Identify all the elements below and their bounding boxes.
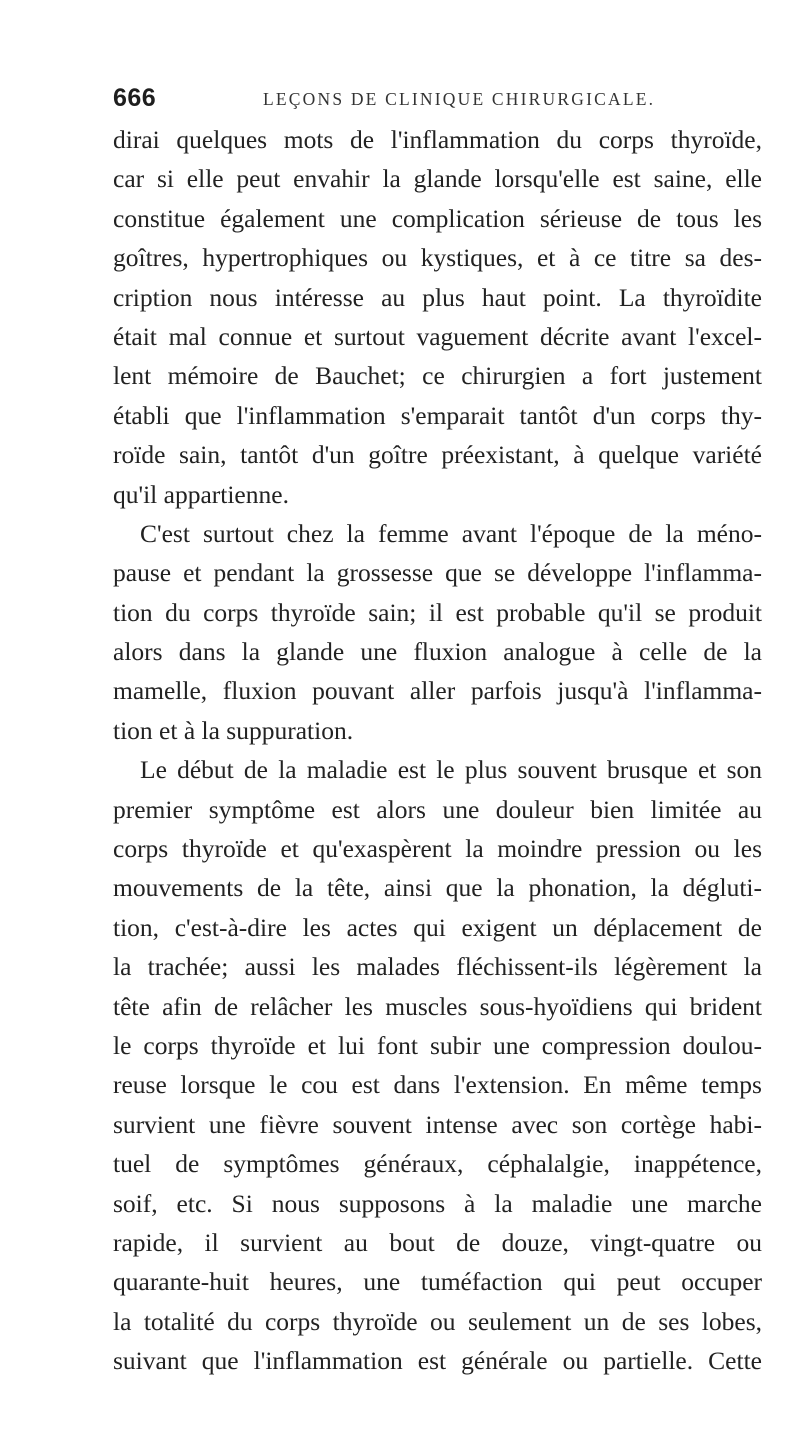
text-line: mouvements de la tête, ainsi que la phonation, la dégluti- <box>113 873 762 903</box>
text-line: premier symptôme est alors une douleur bien limitée au <box>113 794 762 824</box>
text-line: corps thyroïde et qu'exaspèrent la moindre pression ou les <box>113 834 762 864</box>
text-line: constitue également une complication sérieuse de tous les <box>113 203 762 233</box>
text-line-paragraph-start: Le début de la maladie est le plus souvent brusque et son <box>140 755 762 785</box>
body-text <box>113 120 762 1381</box>
running-head <box>113 84 763 124</box>
text-line: dirai quelques mots de l'inflammation du corps thyroïde, <box>113 125 762 154</box>
running-head-title: LEÇONS DE CLINIQUE CHIRURGICALE. <box>263 89 656 109</box>
text-line: tion du corps thyroïde sain; il est probable qu'il se produit <box>113 597 762 627</box>
text-line: établi que l'inflammation s'emparait tantôt d'un corps thy- <box>113 400 762 430</box>
text-line: la totalité du corps thyroïde ou seulement un de ses lobes, <box>113 1306 762 1336</box>
text-line: survient une fièvre souvent intense avec son cortège habi- <box>113 1109 762 1139</box>
text-line: goîtres, hypertrophiques ou kystiques, et à ce titre sa des- <box>113 243 762 273</box>
text-line: le corps thyroïde et lui font subir une compression doulou- <box>113 1030 762 1060</box>
text-line-paragraph-start: C'est surtout chez la femme avant l'époque de la méno- <box>140 518 762 548</box>
text-line: la trachée; aussi les malades fléchissent-ils légèrement la <box>113 952 762 982</box>
text-line: car si elle peut envahir la glande lorsqu'elle est saine, elle <box>113 164 762 194</box>
text-line-paragraph-end: qu'il appartienne. <box>113 479 289 509</box>
text-line: roïde sain, tantôt d'un goître préexistant, à quelque variété <box>113 440 762 470</box>
page-number: 666 <box>113 84 157 112</box>
text-line: reuse lorsque le cou est dans l'extension. En même temps <box>113 1070 762 1100</box>
text-line: tête afin de relâcher les muscles sous-hyoïdiens qui brident <box>113 991 762 1021</box>
text-line: cription nous intéresse au plus haut point. La thyroïdite <box>113 282 762 312</box>
text-line: tion, c'est-à-dire les actes qui exigent un déplacement de <box>113 912 762 942</box>
text-line: soif, etc. Si nous supposons à la maladie une marche <box>113 1188 762 1218</box>
text-line: rapide, il survient au bout de douze, vingt-quatre ou <box>113 1227 762 1257</box>
text-line: lent mémoire de Bauchet; ce chirurgien a fort justement <box>113 361 762 391</box>
text-line: pause et pendant la grossesse que se développe l'inflamma- <box>113 558 762 588</box>
text-line: tuel de symptômes généraux, céphalalgie, inappétence, <box>113 1149 762 1179</box>
text-line-paragraph-end: tion et à la suppuration. <box>113 715 354 745</box>
text-line: alors dans la glande une fluxion analogue à celle de la <box>113 637 762 667</box>
text-line: suivant que l'inflammation est générale ou partielle. Cette <box>113 1346 762 1376</box>
text-line: quarante-huit heures, une tuméfaction qui peut occuper <box>113 1267 762 1297</box>
text-line: était mal connue et surtout vaguement décrite avant l'excel- <box>113 321 762 351</box>
text-line: mamelle, fluxion pouvant aller parfois jusqu'à l'inflamma- <box>113 676 762 706</box>
